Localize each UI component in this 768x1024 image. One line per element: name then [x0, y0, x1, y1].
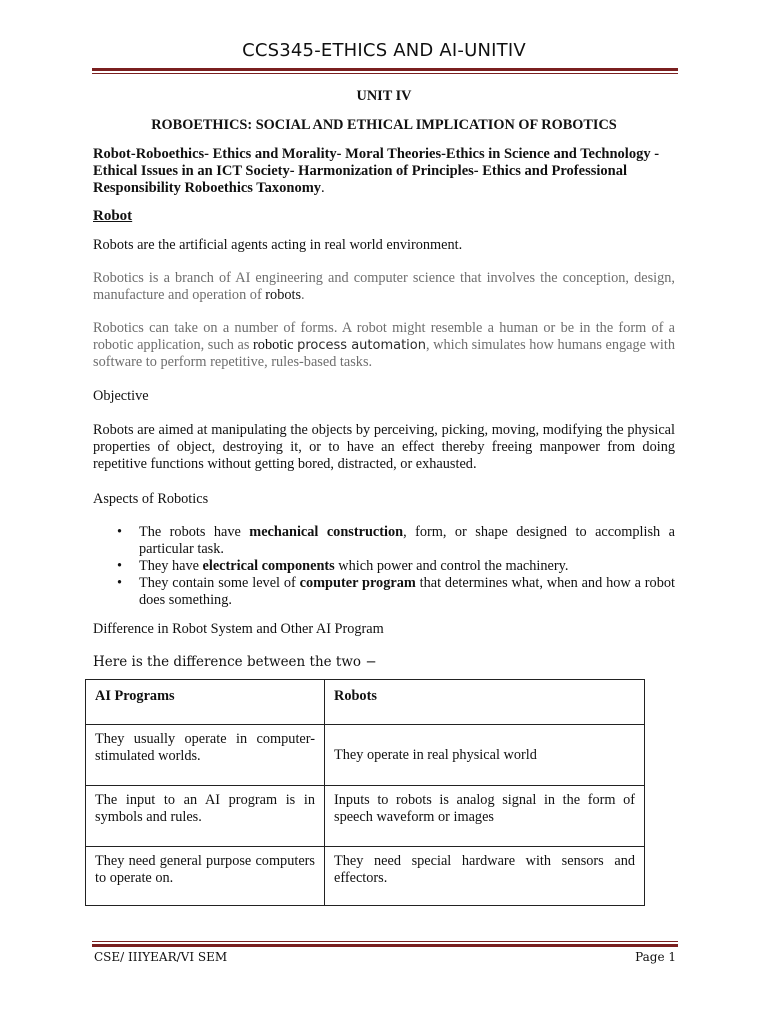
list-item-text: , form, or shape designed to accomplish a particular task.	[139, 524, 675, 557]
robot-para-2	[93, 270, 675, 304]
list-item-bold: computer program	[299, 575, 416, 591]
table-row	[86, 725, 645, 786]
unit-topics	[93, 146, 675, 197]
table-header-cell: Robots	[325, 680, 645, 725]
robot-heading: Robot	[93, 208, 133, 224]
page-number: Page 1	[635, 950, 676, 964]
table-cell: They need general purpose computers to operate on.	[86, 847, 325, 906]
process-automation-link[interactable]: process automation	[297, 338, 426, 353]
list-item-bold: mechanical construction	[249, 524, 404, 540]
list-item	[117, 524, 675, 558]
robot-para-3-end: , which simulates how humans engage with software to perform repetitive, rules-based tasks.	[93, 337, 675, 370]
robot-para-2-end: .	[301, 287, 305, 303]
list-item-text: They have	[139, 558, 203, 574]
table-row	[86, 786, 645, 847]
bullet-icon: •	[117, 524, 123, 540]
table-cell: The input to an AI program is in symbols and rules.	[86, 786, 325, 847]
list-item-text: They contain some level of	[139, 575, 300, 591]
list-item-text: The robots have	[139, 524, 250, 540]
unit-label: UNIT IV	[356, 88, 412, 104]
robot-para-2-text: Robotics is a branch of AI engineering and computer science that involves the conception, design, manufacture and operation of	[93, 270, 675, 303]
table-cell: They usually operate in computer-stimulated worlds.	[86, 725, 325, 786]
robots-link[interactable]: robots	[265, 287, 302, 303]
header-rule	[92, 68, 678, 74]
aspects-list	[93, 524, 675, 609]
robot-para-3	[93, 320, 675, 371]
list-item-text: that determines what, when and how a robot does something.	[139, 575, 675, 608]
document-body	[93, 86, 675, 671]
robot-para-1: Robots are the artificial agents acting in real world environment.	[93, 237, 463, 253]
robot-para-3-text: Robotics can take on a number of forms. A robot might resemble a human or be in the form of a robotic application, such as	[93, 320, 675, 353]
list-item-bold: electrical components	[202, 558, 335, 574]
difference-heading: Difference in Robot System and Other AI Program	[93, 621, 384, 637]
unit-topics-text: Robot-Roboethics- Ethics and Morality- Moral Theories-Ethics in Science and Technology - Ethical Issues in an ICT Society- Harmonization of Principles- Ethics and Professional Responsibility Roboethics Taxonomy	[93, 146, 660, 196]
table-cell: Inputs to robots is analog signal in the form of speech waveform or images	[325, 786, 645, 847]
table-cell: They operate in real physical world	[325, 725, 645, 786]
objective-text: Robots are aimed at manipulating the objects by perceiving, picking, moving, modifying the physical properties of object, destroying it, or to have an effect thereby freeing manpower from doing repetitive functions without getting bored, distracted, or exhausted.	[93, 422, 675, 472]
page-header-title: CCS345-ETHICS AND AI-UNITIV	[242, 40, 526, 61]
list-item	[117, 558, 675, 575]
table-cell: They need special hardware with sensors and effectors.	[325, 847, 645, 906]
objective-heading: Objective	[93, 388, 149, 404]
footer-course: CSE/ IIIYEAR/VI SEM	[94, 950, 228, 964]
table-header-cell: AI Programs	[86, 680, 325, 725]
list-item-text: which power and control the machinery.	[334, 558, 569, 574]
difference-table	[85, 679, 645, 906]
unit-title: ROBOETHICS: SOCIAL AND ETHICAL IMPLICATION OF ROBOTICS	[151, 117, 617, 133]
table-row	[86, 847, 645, 906]
bullet-icon: •	[117, 558, 123, 574]
aspects-heading: Aspects of Robotics	[93, 491, 209, 507]
footer-rule	[92, 941, 678, 947]
table-header-row	[86, 680, 645, 725]
robotic-link[interactable]: robotic	[253, 337, 294, 353]
list-item	[117, 575, 675, 609]
unit-topics-end: .	[321, 180, 325, 196]
difference-intro: Here is the difference between the two −	[93, 654, 377, 670]
bullet-icon: •	[117, 575, 123, 591]
